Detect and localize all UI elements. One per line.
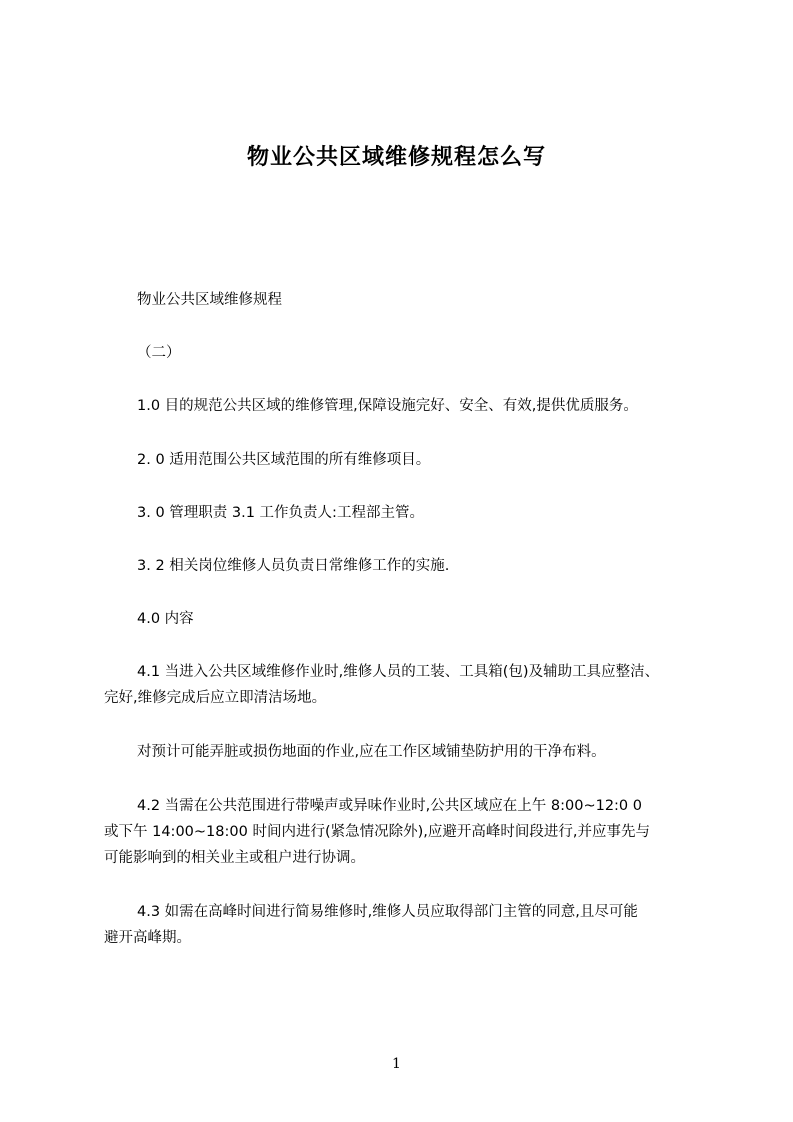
page-number: 1: [392, 1056, 401, 1072]
paragraph-content-heading: [104, 606, 724, 632]
text-line: 避开高峰期。: [104, 930, 191, 946]
paragraph-staff: [104, 553, 724, 579]
document-title: 物业公共区域维修规程怎么写: [246, 145, 546, 170]
text-line: 可能影响到的相关业主或租户进行协调。: [104, 850, 365, 866]
text-line: 4.1 当进入公共区域维修作业时,维修人员的工装、工具箱(包)及辅助工具应整洁、: [137, 664, 660, 680]
text-line: 3. 2 相关岗位维修人员负责日常维修工作的实施.: [137, 558, 450, 574]
text-line: 对预计可能弄脏或损伤地面的作业,应在工作区域铺垫防护用的干净布料。: [137, 744, 606, 760]
text-line: （二）: [137, 345, 181, 361]
text-line: 3. 0 管理职责 3.1 工作负责人:工程部主管。: [137, 505, 424, 521]
text-line: 1.0 目的规范公共区域的维修管理,保障设施完好、安全、有效,提供优质服务。: [137, 398, 638, 414]
text-line: 2. 0 适用范围公共区域范围的所有维修项目。: [137, 452, 431, 468]
text-line: 物业公共区域维修规程: [137, 292, 282, 308]
paragraph-heading: [104, 287, 724, 313]
paragraph-4-1: [104, 659, 724, 711]
text-line: 完好,维修完成后应立即清洁场地。: [104, 690, 327, 706]
paragraph-4-3: [104, 899, 724, 951]
text-line: 4.2 当需在公共范围进行带噪声或异味作业时,公共区域应在上午 8:00~12:0 0: [137, 798, 642, 814]
text-line: 4.3 如需在高峰时间进行简易维修时,维修人员应取得部门主管的同意,且尽可能: [137, 904, 638, 920]
paragraph-purpose: [104, 393, 724, 419]
text-line: 或下午 14:00~18:00 时间内进行(紧急情况除外),应避开高峰时间段进行,并应事先与: [104, 824, 650, 840]
paragraph-responsibility: [104, 500, 724, 526]
paragraph-scope: [104, 447, 724, 473]
paragraph-floor-protection: [104, 739, 724, 765]
paragraph-section-number: [104, 340, 724, 366]
paragraph-4-2: [104, 793, 724, 871]
text-line: 4.0 内容: [137, 611, 194, 627]
